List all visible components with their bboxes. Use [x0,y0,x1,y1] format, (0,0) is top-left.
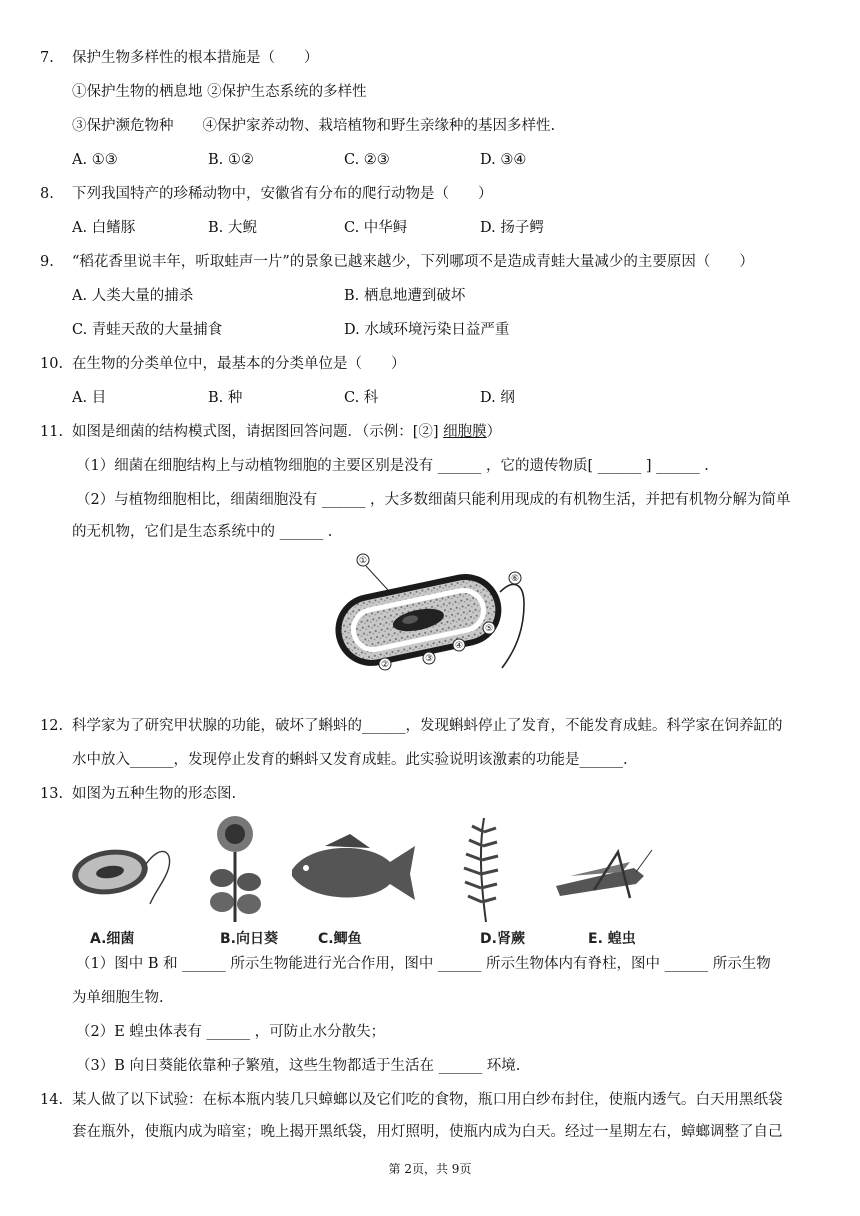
option-a: A. 人类大量的捕杀 [72,288,194,304]
option-c: C. ②③ [344,152,390,168]
option-d: D. 纲 [480,390,515,406]
question-stem: 下列我国特产的珍稀动物中，安徽省有分布的爬行动物是（ ） [72,186,493,202]
option-d: D. ③④ [480,152,527,168]
caption-a: A.细菌 [90,931,135,947]
example-answer: 细胞膜 [443,424,487,440]
label-1: ① [359,556,368,566]
question-number: 8. [40,186,54,202]
label-3: ③ [425,654,434,664]
sub-question-1: （1）图中 B 和 ______ 所示生物能进行光合作用，图中 ______ 所示生物体内有脊柱，图中 ______ 所示生物 [76,956,771,972]
question-number: 13. [40,786,64,802]
label-2: ② [381,660,390,670]
label-6: ⑥ [511,574,520,584]
five-organisms-figure [70,812,680,934]
sub-question-2: （2）与植物细胞相比，细菌细胞没有 ______ ，大多数细菌只能利用现成的有机物生活，并把有机物分解为简单 [76,492,791,508]
option-a: A. 目 [72,390,107,406]
question-stem: 保护生物多样性的根本措施是（ ） [72,50,319,66]
sub-question-2: （2）E 蝗虫体表有 ______ ，可防止水分散失； [76,1024,386,1040]
question-stem: 如图为五种生物的形态图. [72,786,237,802]
label-5: ⑤ [485,624,494,634]
question-text-line: 水中放入______，发现停止发育的蝌蚪又发育成蛙。此实验说明该激素的功能是______. [72,752,628,768]
sunflower-image [210,816,261,922]
locust-image [556,850,652,898]
option-d: D. 扬子鳄 [480,220,544,236]
sub-question-3: （3）B 向日葵能依靠种子繁殖，这些生物都适于生活在 ______ 环境. [76,1058,521,1074]
question-text-line: 套在瓶外，使瓶内成为暗室；晚上揭开黑纸袋，用灯照明，使瓶内成为白天。经过一星期左右，蟑螂调整了自己 [72,1124,783,1140]
option-a: A. 白鳍豚 [72,220,136,236]
stem-text: ） [486,424,502,440]
stem-text: 如图是细菌的结构模式图，请据图回答问题．（示例：[②] [72,424,439,440]
question-number: 12. [40,718,64,734]
question-stem [72,422,501,442]
fern-image [464,818,498,922]
question-number: 10. [40,356,64,372]
question-number: 9. [40,254,54,270]
question-stem: 在生物的分类单位中，最基本的分类单位是（ ） [72,356,406,372]
bacteria-image [70,845,170,904]
crucian-carp-image [292,834,415,900]
question-number: 11. [40,424,64,440]
option-b: B. ①② [208,152,254,168]
option-b: B. 栖息地遭到破坏 [344,288,466,304]
question-text-line: 某人做了以下试验：在标本瓶内装几只蟑螂以及它们吃的食物，瓶口用白纱布封住，使瓶内透气。白天用黑纸袋 [72,1092,783,1108]
option-d: D. 水域环境污染日益严重 [344,322,510,338]
sub-question-1-cont: 为单细胞生物. [72,990,164,1006]
page-footer: 第 2页，共 9页 [388,1162,472,1176]
caption-b: B.向日葵 [220,931,278,947]
bacteria-structure-diagram [318,548,538,672]
statement-line: ③保护濒危物种 ④保护家养动物、栽培植物和野生亲缘种的基因多样性. [72,118,556,134]
option-c: C. 科 [344,390,379,406]
label-4: ④ [455,641,464,651]
option-c: C. 青蛙天敌的大量捕食 [72,322,223,338]
question-number: 7. [40,50,54,66]
question-stem: “稻花香里说丰年，听取蛙声一片”的景象已越来越少，下列哪项不是造成青蛙大量减少的主要原因（ ） [72,254,754,270]
option-b: B. 大鲵 [208,220,257,236]
option-c: C. 中华鲟 [344,220,408,236]
caption-e: E. 蝗虫 [588,931,636,947]
statement-line: ①保护生物的栖息地 ②保护生态系统的多样性 [72,84,367,100]
caption-c: C.鲫鱼 [318,931,362,947]
option-b: B. 种 [208,390,243,406]
question-text-line: 科学家为了研究甲状腺的功能，破坏了蝌蚪的______，发现蝌蚪停止了发育，不能发育成蛙。科学家在饲养缸的 [72,718,783,734]
question-number: 14. [40,1092,64,1108]
sub-question-1: （1）细菌在细胞结构上与动植物细胞的主要区别是没有 ______ ，它的遗传物质[ ______ ] ______ . [76,458,709,474]
caption-d: D.肾蕨 [480,931,525,947]
option-a: A. ①③ [72,152,118,168]
sub-question-2-cont: 的无机物，它们是生态系统中的 ______ . [72,524,333,540]
